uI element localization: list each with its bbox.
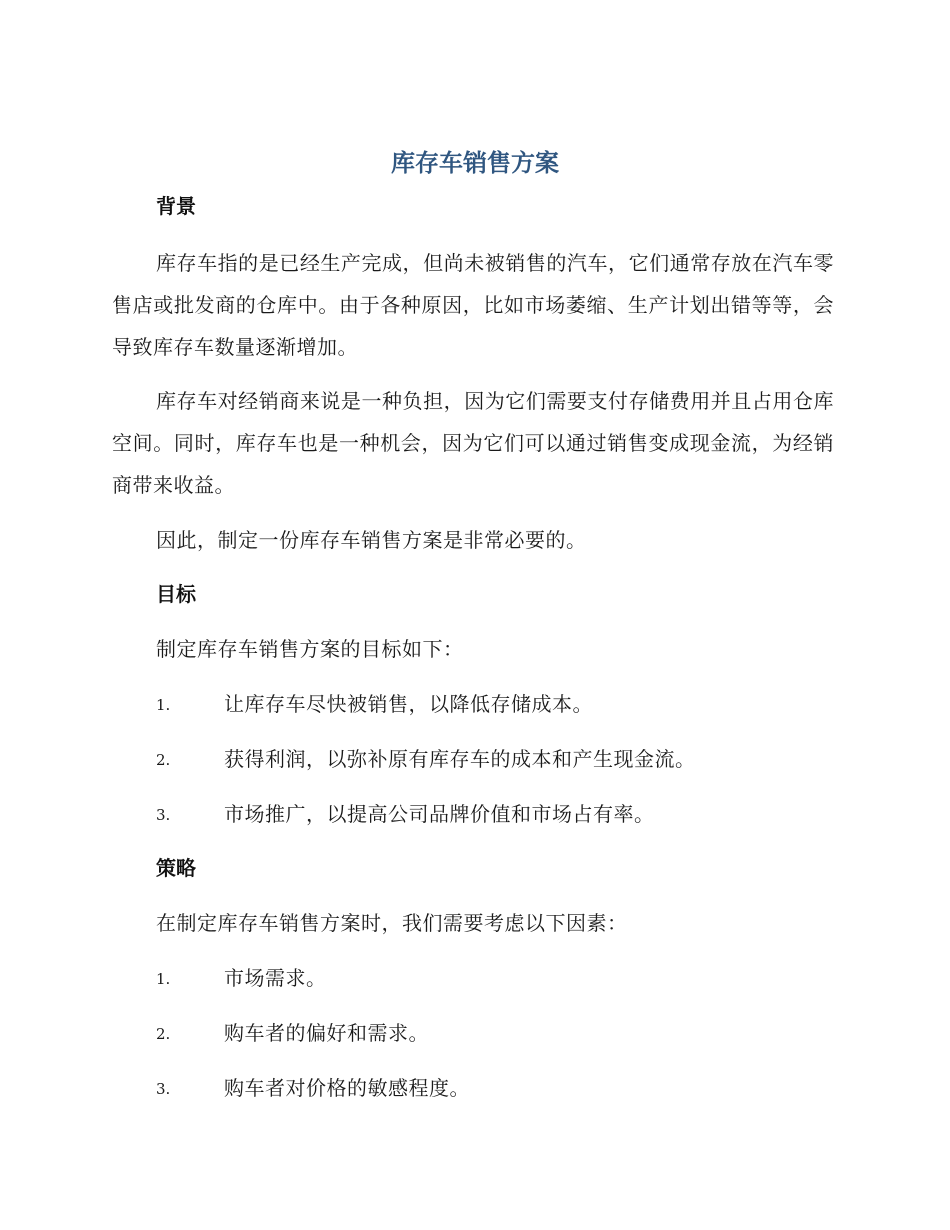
list-text: 获得利润，以弥补原有库存车的成本和产生现金流。 <box>224 747 696 771</box>
list-item <box>156 1019 856 1047</box>
goals-intro: 制定库存车销售方案的目标如下： <box>156 637 464 661</box>
list-text: 购车者对价格的敏感程度。 <box>224 1076 470 1100</box>
background-paragraph-2: 库存车对经销商来说是一种负担，因为它们需要支付存储费用并且占用仓库空间。同时，库存车也是一种机会，因为它们可以通过销售变成现金流，为经销商带来收益。 <box>112 389 834 497</box>
list-number: 3. <box>156 1080 171 1098</box>
list-text: 市场推广，以提高公司品牌价值和市场占有率。 <box>224 802 655 826</box>
list-item <box>156 800 856 828</box>
list-text: 购车者的偏好和需求。 <box>224 1021 429 1045</box>
list-number: 3. <box>156 806 171 824</box>
list-number: 1. <box>156 970 171 988</box>
list-number: 2. <box>156 1025 171 1043</box>
list-text: 市场需求。 <box>224 966 327 990</box>
section-heading-goals: 目标 <box>156 582 196 606</box>
list-item <box>156 1074 856 1102</box>
strategy-intro: 在制定库存车销售方案时，我们需要考虑以下因素： <box>156 911 628 935</box>
document-title: 库存车销售方案 <box>391 149 559 177</box>
section-heading-background: 背景 <box>156 194 196 218</box>
list-number: 1. <box>156 696 171 714</box>
list-number: 2. <box>156 751 171 769</box>
list-text: 让库存车尽快被销售，以降低存储成本。 <box>224 692 593 716</box>
list-item <box>156 690 856 718</box>
list-item <box>156 745 856 773</box>
background-paragraph-1: 库存车指的是已经生产完成，但尚未被销售的汽车，它们通常存放在汽车零售店或批发商的仓库中。由于各种原因，比如市场萎缩、生产计划出错等等，会导致库存车数量逐渐增加。 <box>112 251 834 359</box>
background-paragraph-3: 因此，制定一份库存车销售方案是非常必要的。 <box>156 528 587 552</box>
list-item <box>156 964 856 992</box>
section-heading-strategy: 策略 <box>156 856 196 880</box>
